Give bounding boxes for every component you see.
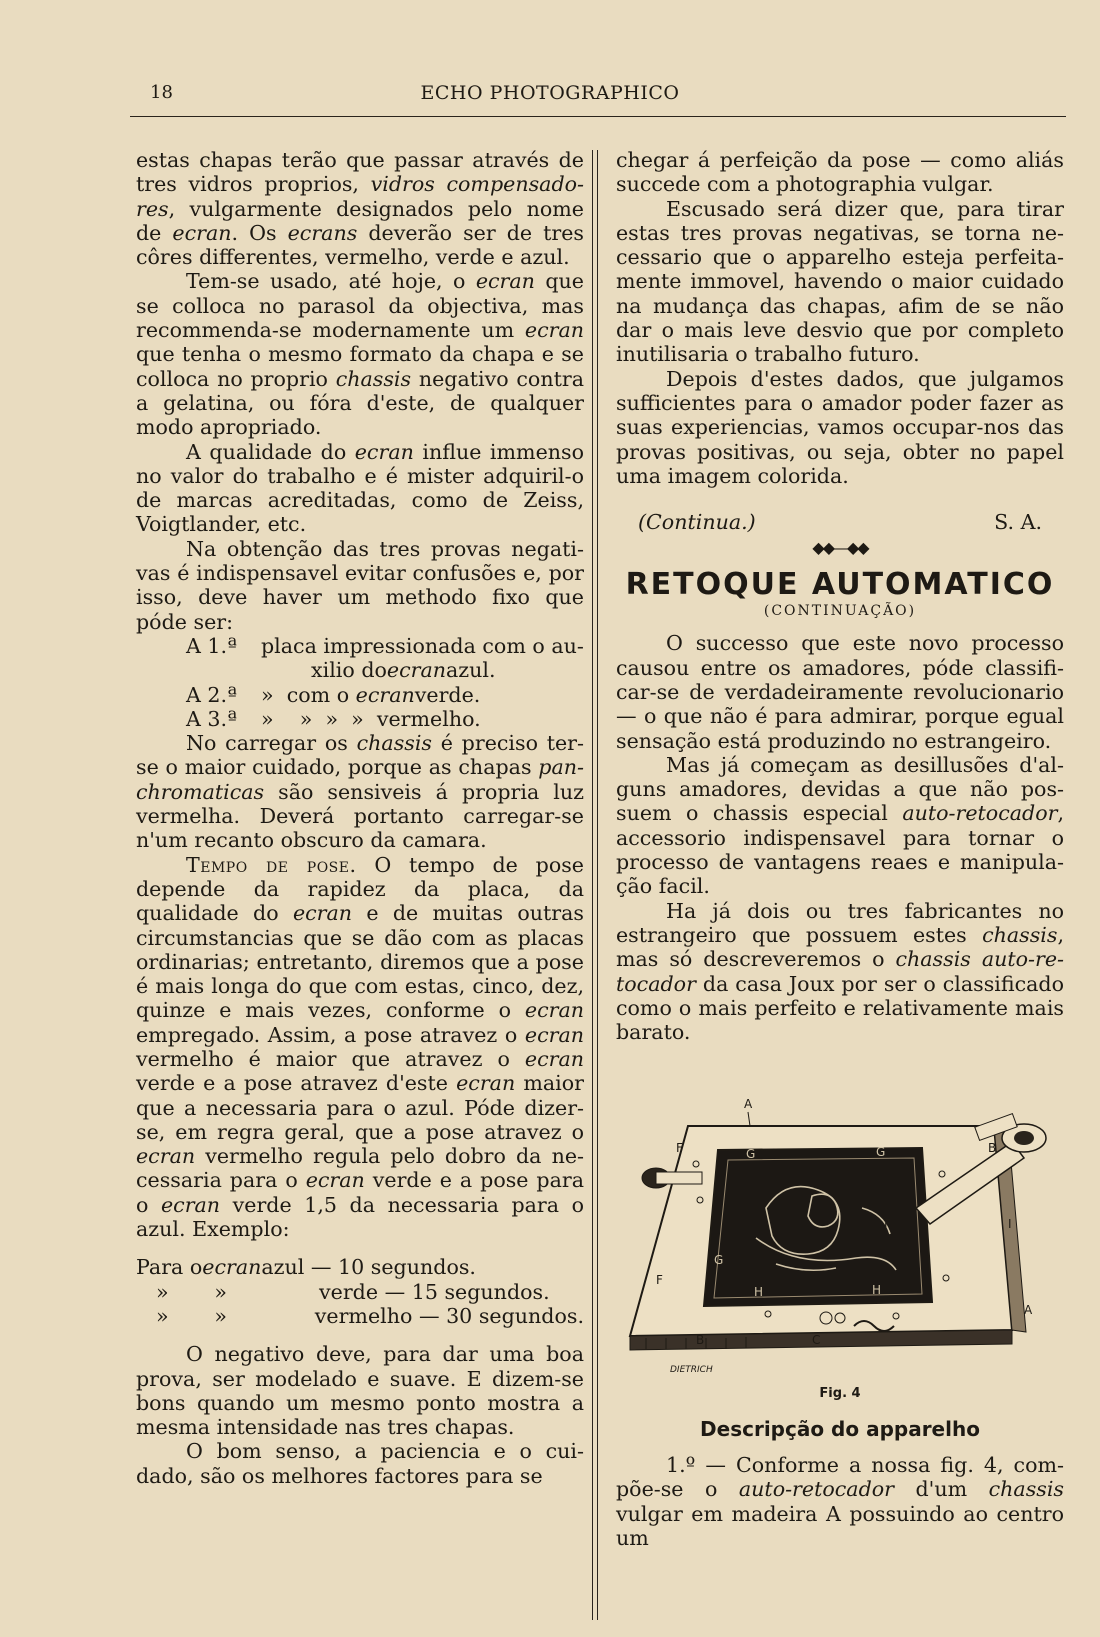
svg-text:B: B	[696, 1333, 705, 1348]
ornament-divider: ◆◆—◆◆	[812, 538, 868, 558]
svg-text:F: F	[884, 1217, 891, 1232]
article-subtitle: (CONTINUAÇÃO)	[763, 603, 917, 620]
svg-text:A: A	[1024, 1303, 1033, 1318]
paragraph: Tempo de pose. O tempo de pose depende da rapidez da placa, da qualidade do ecran e de muitas outras circumstancias que se dão com as placas ordinarias; entretanto, diremos que a pose é mais longa do que com estas, cinco, dez, quinze e mais vezes, conforme o ecran empregado. Assim, a pose atravez o ecran vermelho é maior que atravez o ecran verde e a pose atravez d'este ecran maior que a necessaria para o azul. Póde dizer-se, em regra geral, que a pose atravez o ecran vermelho regula pelo dobro da necessaria para o ecran verde e a pose para o ecran verde 1,5 da necessaria para o azul. Exemplo:	[136, 852, 585, 1242]
svg-text:I: I	[1008, 1217, 1012, 1232]
svg-text:G: G	[746, 1147, 756, 1162]
paragraph: O bom senso, a paciencia e o cuidado, são os melhores factores para se	[136, 1439, 584, 1488]
svg-text:F: F	[676, 1141, 683, 1156]
paragraph: Na obtenção das tres provas negativas é indispensavel evitar confusões e, por isso, deve haver um methodo fixo que póde ser:	[136, 536, 584, 634]
chassis-engraving	[616, 1088, 1064, 1380]
list-item: xilio do ecran azul.	[311, 658, 496, 683]
list-item: A 2.ª » com o ecran verde.	[186, 682, 481, 707]
svg-text:C: C	[812, 1333, 821, 1348]
svg-text:G: G	[876, 1145, 886, 1160]
page-number: 18	[150, 82, 173, 103]
column-divider	[592, 150, 598, 1620]
example-row: Para o ecran azul — 10 segundos.	[136, 1255, 476, 1280]
paragraph: O successo que este novo processo causou entre os amadores, póde classificar-se de verdadeiramente revolucionario — o que não é para admirar, porque egual sensação está produzindo no estrangeiro.	[616, 631, 1064, 753]
list-item: A 1.ª placa impressionada com o au-	[186, 633, 584, 658]
paragraph: estas chapas terão que passar através de tres vidros proprios, vidros compensadores, vulgarmente designados pelo nome de ecran. Os ecrans deverão ser de tres côres differentes, vermelho, verde e azul.	[136, 148, 585, 270]
paragraph: Escusado será dizer que, para tirar estas tres provas negativas, se torna necessario que o apparelho esteja perfeitamente immovel, havendo o maior cuidado na mudança das chapas, afim de se não dar o mais leve desvio que por completo inutilisaria o trabalho futuro.	[616, 196, 1064, 367]
figure-chassis-illustration	[616, 1088, 1064, 1380]
paragraph: Tem-se usado, até hoje, o ecran que se colloca no parasol da objectiva, mas recommenda-se modernamente um ecran que tenha o mesmo formato da chapa e se colloca no proprio chassis negativo contra a gelatina, ou fóra d'este, de qualquer modo apropriado.	[136, 269, 584, 440]
paragraph: chegar á perfeição da pose — como aliás succede com a photographia vulgar.	[616, 148, 1064, 197]
svg-text:B: B	[988, 1141, 997, 1156]
paragraph: O negativo deve, para dar uma boa prova, ser modelado e suave. E dizem-se bons quando um mesmo ponto mostra a mesma intensidade nas tres chapas.	[136, 1342, 584, 1440]
running-title: ECHO PHOTOGRAPHICO	[420, 82, 680, 104]
svg-text:H: H	[754, 1285, 764, 1300]
example-row: » » vermelho — 30 segundos.	[156, 1303, 584, 1328]
signature-line	[616, 510, 1064, 534]
section-heading: Descripção do apparelho	[700, 1416, 980, 1441]
svg-text:DIETRICH: DIETRICH	[670, 1365, 713, 1376]
svg-text:H: H	[872, 1283, 882, 1298]
paragraph: No carregar os chassis é preciso ter-se o maior cuidado, porque as chapas panchromaticas são sensiveis á propria luz vermelha. Deverá portanto carregar-se n'um recanto obscuro da camara.	[136, 731, 584, 853]
paragraph: 1.º — Conforme a nossa fig. 4, compõe-se o auto-retocador d'um chassis vulgar em madeira A possuindo ao centro um	[616, 1452, 1064, 1550]
author-signature: S. A.	[994, 510, 1042, 535]
paragraph: Ha já dois ou tres fabricantes no estrangeiro que possuem estes chassis, mas só descreveremos o chassis auto-retocador da casa Joux por ser o classificado como o mais perfeito e relativamente mais barato.	[616, 898, 1064, 1045]
example-row: » » verde — 15 segundos.	[156, 1279, 550, 1304]
continua-note: (Continua.)	[638, 510, 756, 535]
figure-caption: Fig. 4	[819, 1386, 861, 1402]
paragraph: Mas já começam as desillusões d'alguns amadores, devidas a que não possuem o chassis especial auto-retocador, accessorio indispensavel para tornar o processo de vantagens reaes e manipulação facil.	[616, 752, 1064, 899]
svg-text:F: F	[656, 1273, 663, 1288]
svg-text:A: A	[744, 1097, 753, 1112]
header-rule	[130, 116, 1066, 117]
paragraph: A qualidade do ecran influe immenso no valor do trabalho e é mister adquiril-o de marcas acreditadas, como de Zeiss, Voigtlander, etc.	[136, 439, 584, 537]
paragraph: Depois d'estes dados, que julgamos sufficientes para o amador poder fazer as suas experiencias, vamos occupar-nos das provas positivas, ou seja, obter no papel uma imagem colorida.	[616, 366, 1064, 488]
list-item: A 3.ª » » » » vermelho.	[186, 706, 481, 731]
right-column	[616, 148, 1064, 1550]
left-column	[136, 148, 584, 1488]
svg-text:G: G	[714, 1253, 724, 1268]
article-title: RETOQUE AUTOMATICO	[625, 566, 1055, 602]
